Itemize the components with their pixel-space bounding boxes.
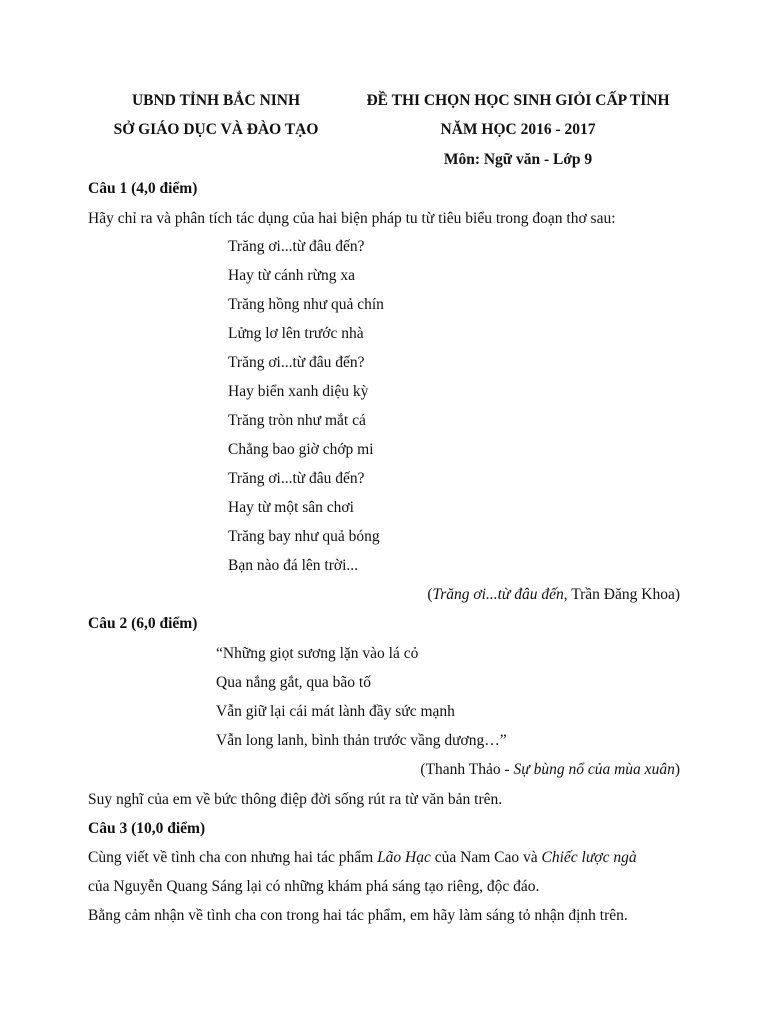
q1-source-title: Trăng ơi...từ đâu đến [432, 586, 564, 603]
header-subject: Môn: Ngữ văn - Lớp 9 [443, 151, 593, 168]
poem-line: Vẫn giữ lại cái mát lành đầy sức mạnh [216, 703, 455, 720]
poem-line: Hay biển xanh diệu kỳ [228, 383, 369, 400]
header-province: UBND TỈNH BẮC NINH [131, 92, 301, 109]
q2-title: Câu 2 (6,0 điểm) [88, 615, 198, 632]
poem-line: Trăng bay như quả bóng [228, 528, 380, 545]
q3-line1-b: của Nam Cao và [430, 849, 542, 866]
poem-line: Trăng tròn như mắt cá [228, 412, 366, 429]
q1-source [300, 586, 680, 604]
poem-line: “Những giọt sương lặn vào lá cỏ [216, 645, 419, 662]
q3-line1 [88, 849, 637, 867]
header-school-year: NĂM HỌC 2016 - 2017 [440, 121, 596, 138]
q1-title: Câu 1 (4,0 điểm) [88, 180, 198, 197]
poem-line: Trăng ơi...từ đâu đến? [228, 238, 365, 255]
q3-work2: Chiếc lược ngà [541, 849, 637, 866]
q1-source-open: ( [427, 586, 433, 603]
q3-line2: của Nguyễn Quang Sáng lại có những khám phá sáng tạo riêng, độc đáo. [88, 878, 540, 895]
poem-line: Lửng lơ lên trước nhà [228, 325, 364, 342]
q3-work1: Lão Hạc [377, 849, 431, 866]
poem-line: Hay từ một sân chơi [228, 499, 354, 516]
poem-line: Trăng ơi...từ đâu đến? [228, 354, 365, 371]
poem-line: Hay từ cánh rừng xa [228, 267, 355, 284]
q1-source-author: , Trần Đăng Khoa) [563, 586, 680, 603]
q2-source-close: ) [674, 761, 680, 778]
header-department: SỞ GIÁO DỤC VÀ ĐÀO TẠO [113, 121, 319, 138]
q2-source-open: (Thanh Thảo - [420, 761, 514, 778]
q3-line3: Bằng cảm nhận về tình cha con trong hai tác phẩm, em hãy làm sáng tỏ nhận định trên. [88, 907, 628, 924]
poem-line: Qua nắng gắt, qua bão tố [216, 674, 371, 691]
poem-line: Trăng ơi...từ đâu đến? [228, 470, 365, 487]
header-exam-title: ĐỀ THI CHỌN HỌC SINH GIỎI CẤP TỈNH [366, 92, 670, 109]
poem-line: Vẫn long lanh, bình thản trước vầng dương…” [216, 732, 507, 749]
q3-title: Câu 3 (10,0 điểm) [88, 820, 206, 837]
poem-line: Bạn nào đá lên trời... [228, 557, 359, 574]
q2-source [300, 761, 680, 779]
q2-source-title: Sự bùng nổ của mùa xuân [513, 761, 675, 778]
q2-prompt: Suy nghĩ của em về bức thông điệp đời sống rút ra từ văn bản trên. [88, 791, 503, 808]
q3-line1-a: Cùng viết về tình cha con nhưng hai tác phẩm [88, 849, 378, 866]
q1-prompt: Hãy chỉ ra và phân tích tác dụng của hai biện pháp tu từ tiêu biểu trong đoạn thơ sau: [88, 210, 616, 227]
poem-line: Trăng hồng như quả chín [228, 296, 384, 313]
poem-line: Chẳng bao giờ chớp mi [228, 441, 374, 458]
